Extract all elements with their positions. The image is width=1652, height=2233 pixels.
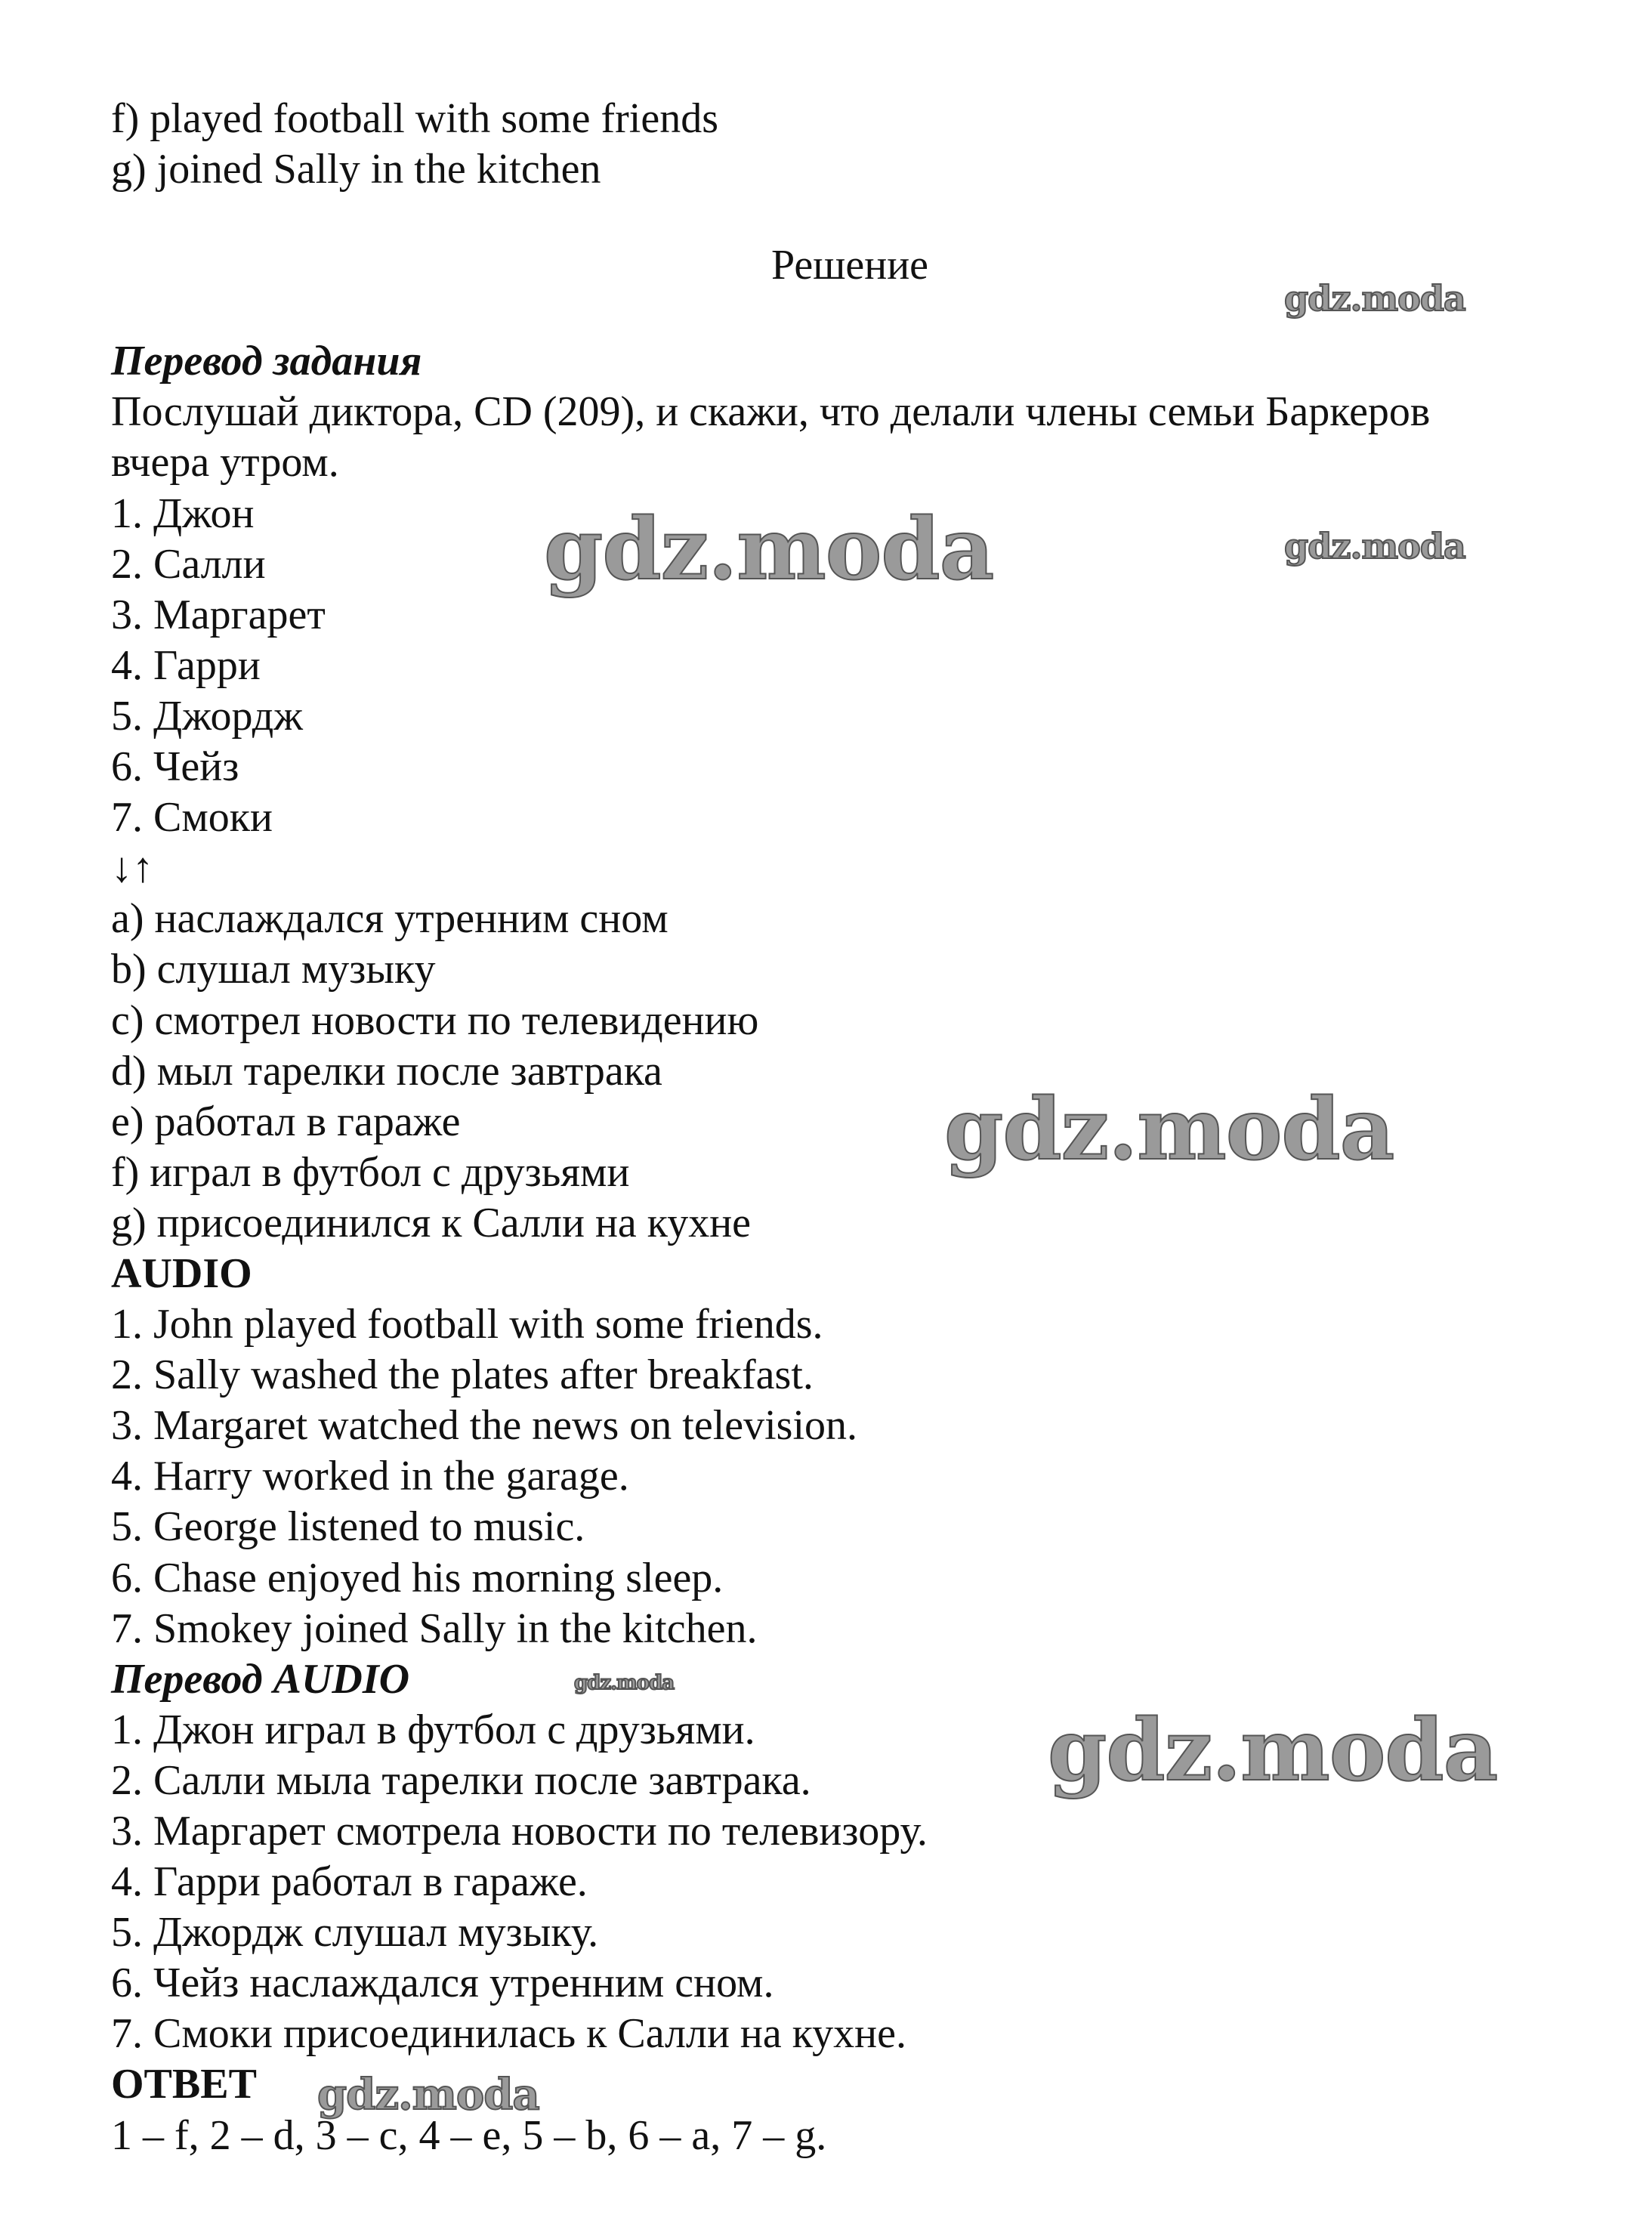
answer-heading: ОТВЕТ	[111, 2061, 257, 2108]
audio-translation-line: 3. Маргарет смотрела новости по телевизору.	[111, 1808, 928, 1855]
audio-translation-line: 1. Джон играл в футбол с друзьями.	[111, 1706, 755, 1753]
instruction-line: Послушай диктора, CD (209), и скажи, что делали члены семьи Баркеров	[111, 388, 1431, 436]
intro-line: f) played football with some friends	[111, 95, 719, 142]
option-item: c) смотрел новости по телевидению	[111, 996, 759, 1044]
audio-line: 4. Harry worked in the garage.	[111, 1453, 629, 1500]
watermark-logo: gdz.moda	[544, 500, 994, 599]
watermark-logo: gdz.moda	[944, 1080, 1394, 1179]
audio-line: 2. Sally washed the plates after breakfast.	[111, 1351, 814, 1399]
watermark-logo: gdz.moda	[1284, 278, 1465, 319]
audio-line: 7. Smokey joined Sally in the kitchen.	[111, 1604, 758, 1652]
answer-text: 1 – f, 2 – d, 3 – c, 4 – e, 5 – b, 6 – a, 7 – g.	[111, 2111, 827, 2159]
name-item: 4. Гарри	[111, 641, 261, 689]
audio-line: 3. Margaret watched the news on television.	[111, 1402, 858, 1450]
option-item: e) работал в гараже	[111, 1098, 461, 1145]
name-item: 1. Джон	[111, 490, 255, 537]
solution-title: Решение	[770, 242, 929, 289]
name-item: 3. Маргарет	[111, 591, 326, 638]
audio-translation-heading: Перевод AUDIO	[111, 1655, 410, 1703]
name-item: 6. Чейз	[111, 743, 239, 791]
audio-translation-line: 6. Чейз наслаждался утренним сном.	[111, 1960, 774, 2007]
audio-line: 1. John played football with some friends.	[111, 1301, 823, 1348]
intro-line: g) joined Sally in the kitchen	[111, 146, 601, 193]
watermark-logo: gdz.moda	[1048, 1701, 1498, 1800]
audio-line: 5. George listened to music.	[111, 1503, 585, 1551]
instruction-line: вчера утром.	[111, 439, 339, 486]
name-item: 7. Смоки	[111, 794, 273, 842]
match-arrows: ↓↑	[111, 845, 153, 892]
audio-translation-line: 5. Джордж слушал музыку.	[111, 1909, 599, 1957]
audio-translation-line: 4. Гарри работал в гараже.	[111, 1858, 588, 1906]
option-item: a) наслаждался утренним сном	[111, 895, 669, 943]
audio-line: 6. Chase enjoyed his morning sleep.	[111, 1554, 724, 1601]
audio-heading: AUDIO	[111, 1249, 252, 1297]
watermark-logo: gdz.moda	[317, 2070, 539, 2120]
option-item: b) слушал музыку	[111, 946, 436, 993]
audio-translation-line: 7. Смоки присоединилась к Салли на кухне.	[111, 2010, 906, 2058]
option-item: g) присоединился к Салли на кухне	[111, 1199, 752, 1246]
watermark-logo: gdz.moda	[1284, 526, 1465, 567]
audio-translation-line: 2. Салли мыла тарелки после завтрака.	[111, 1756, 811, 1804]
watermark-logo: gdz.moda	[574, 1672, 675, 1694]
task-translation-heading: Перевод задания	[111, 338, 422, 385]
option-item: f) играл в футбол с друзьями	[111, 1148, 630, 1196]
name-item: 2. Салли	[111, 540, 266, 588]
option-item: d) мыл тарелки после завтрака	[111, 1047, 662, 1095]
name-item: 5. Джордж	[111, 692, 303, 740]
